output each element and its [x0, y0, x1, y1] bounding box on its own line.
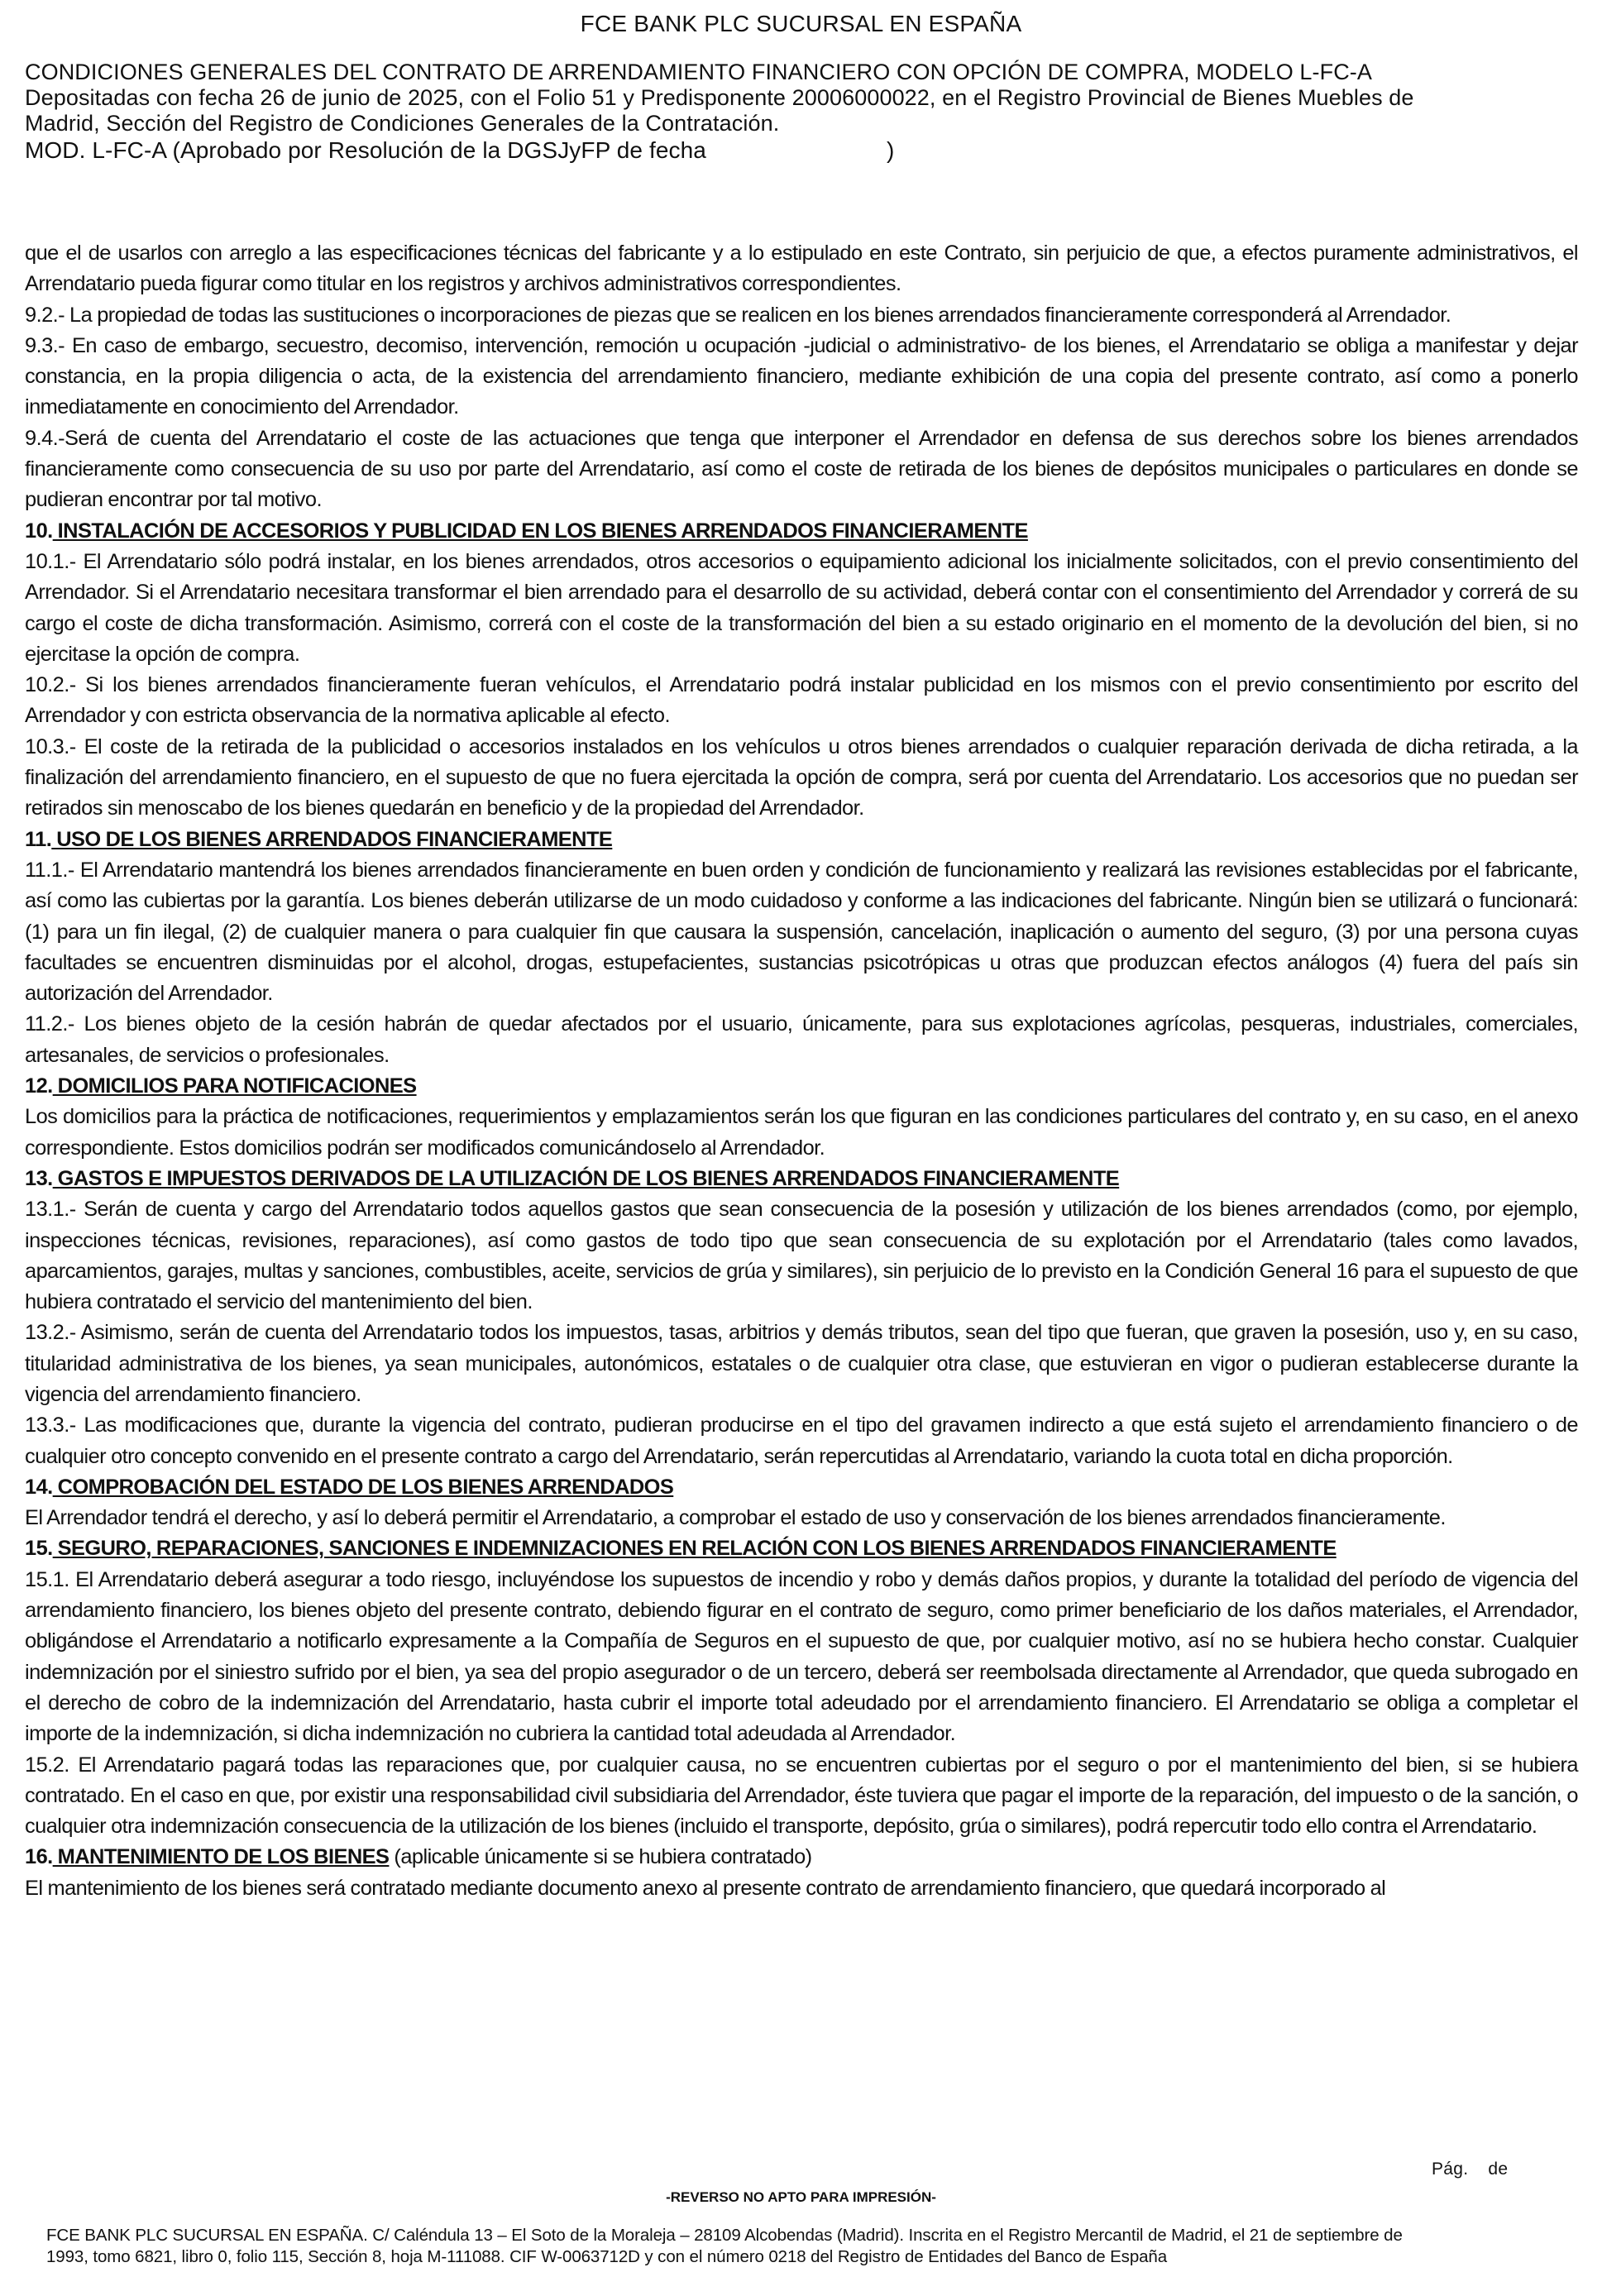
heading-14-title: COMPROBACIÓN DEL ESTADO DE LOS BIENES ARRENDADOS: [52, 1475, 674, 1499]
heading-16-number: 16.: [25, 1845, 53, 1869]
paragraph-15-1: 15.1. El Arrendatario deberá asegurar a todo riesgo, incluyéndose los supuestos de incendio y robo y demás daños propios, y durante la totalidad del período de vigencia del arrendamiento financiero, los bienes objeto del presente contrato, debiendo figurar en el contrato de seguro, como primer beneficiario de los daños materiales, el Arrendador, obligándose el Arrendatario a notificarlo expresamente a la Compañía de Seguros en el supuesto de que, por cualquier motivo, así no se hubiera hecho constar. Cualquier indemnización por el siniestro sufrido por el bien, ya sea del propio asegurador o de un tercero, deberá ser reembolsada directamente al Arrendador, que queda subrogado en el derecho de cobro de la indemnización del Arrendatario, hasta cubrir el importe total adeudado por el arrendamiento financiero. El Arrendatario se obliga a completar el importe de la indemnización, si dicha indemnización no cubriera la cantidad total adeudada al Arrendador.: [25, 1567, 1578, 1746]
heading-15-title: SEGURO, REPARACIONES, SANCIONES E INDEMNIZACIONES EN RELACIÓN CON LOS BIENES ARRENDADOS FINANCIERAMENTE: [52, 1537, 1337, 1561]
paragraph-14: El Arrendador tendrá el derecho, y así lo deberá permitir el Arrendatario, a comprobar el estado de uso y conservación de los bienes arrendados financieramente.: [25, 1506, 1446, 1530]
model-approval-prefix: MOD. L-FC-A (Aprobado por Resolución de la DGSJyFP de fecha: [25, 137, 706, 163]
heading-10: [25, 516, 1578, 547]
heading-16: [25, 1842, 1578, 1873]
heading-11-number: 11.: [25, 827, 52, 851]
heading-10-number: 10.: [25, 519, 53, 543]
heading-12-title: DOMICILIOS PARA NOTIFICACIONES: [52, 1074, 417, 1098]
page-of-label: de: [1488, 2160, 1509, 2179]
reverse-not-printable-notice: -REVERSO NO APTO PARA IMPRESIÓN-: [666, 2189, 936, 2205]
bank-title: FCE BANK PLC SUCURSAL EN ESPAÑA: [580, 11, 1022, 36]
paragraph-9-1-continued: que el de usarlos con arreglo a las especificaciones técnicas del fabricante y a lo estipulado en este Contrato, sin perjuicio de que, a efectos puramente administrativos, el Arrendatario pueda figurar como titular en los registros y archivos administrativos correspondientes.: [25, 242, 1578, 296]
deposit-line-2: Madrid, Sección del Registro de Condiciones Generales de la Contratación.: [25, 111, 780, 136]
heading-16-note: (aplicable únicamente si se hubiera contratado): [389, 1845, 812, 1869]
legal-footer: [46, 2225, 1568, 2268]
conditions-title: CONDICIONES GENERALES DEL CONTRATO DE ARRENDAMIENTO FINANCIERO CON OPCIÓN DE COMPRA, MODELO L-FC-A: [25, 60, 1373, 84]
paragraph-9-3: 9.3.- En caso de embargo, secuestro, decomiso, intervención, remoción u ocupación -judicial o administrativo- de los bienes, el Arrendatario se obliga a manifestar y dejar constancia, en la propia diligencia o acta, de la existencia del arrendamiento financiero, mediante exhibición de una copia del presente contrato, así como a ponerlo inmediatamente en conocimiento del Arrendador.: [25, 333, 1578, 419]
heading-13-title: GASTOS E IMPUESTOS DERIVADOS DE LA UTILIZACIÓN DE LOS BIENES ARRENDADOS FINANCIERAMENTE: [52, 1166, 1120, 1190]
footer-line-2: 1993, tomo 6821, libro 0, folio 115, Sección 8, hoja M-111088. CIF W-0063712D y con el número 0218 del Registro de Entidades del Banco de España: [46, 2247, 1168, 2266]
paragraph-13-3: 13.3.- Las modificaciones que, durante la vigencia del contrato, pudieran producirse en el tipo del gravamen indirecto a que está sujeto el arrendamiento financiero o de cualquier otro concepto convenido en el presente contrato a cargo del Arrendatario, serán repercutidas al Arrendatario, variando la cuota total en dicha proporción.: [25, 1413, 1578, 1468]
paragraph-9-4: 9.4.-Será de cuenta del Arrendatario el coste de las actuaciones que tenga que interponer el Arrendador en defensa de sus derechos sobre los bienes arrendados financieramente como consecuencia de su uso por parte del Arrendatario, así como el coste de retirada de los bienes de depósitos municipales o particulares en donde se pudieran encontrar por tal motivo.: [25, 426, 1578, 512]
heading-11-title: USO DE LOS BIENES ARRENDADOS FINANCIERAMENTE: [51, 827, 613, 851]
paragraph-9-2: 9.2.- La propiedad de todas las sustituciones o incorporaciones de piezas que se realicen en los bienes arrendados financieramente corresponderá al Arrendador.: [25, 303, 1451, 327]
heading-15-number: 15.: [25, 1537, 53, 1561]
paragraph-12: Los domicilios para la práctica de notificaciones, requerimientos y emplazamientos serán los que figuran en las condiciones particulares del contrato y, en su caso, en el anexo correspondiente. Estos domicilios podrán ser modificados comunicándoselo al Arrendador.: [25, 1105, 1578, 1160]
paragraph-10-2: 10.2.- Si los bienes arrendados financieramente fueran vehículos, el Arrendatario podrá instalar publicidad en los mismos con el previo consentimiento por escrito del Arrendador y con estricta observancia de la normativa aplicable al efecto.: [25, 673, 1578, 728]
paragraph-13-1: 13.1.- Serán de cuenta y cargo del Arrendatario todos aquellos gastos que sean consecuencia de la posesión y utilización de los bienes arrendados (como, por ejemplo, inspecciones técnicas, revisiones, reparaciones), así como gastos de todo tipo que sean consecuencia de su explotación por el Arrendatario (tales como lavados, aparcamientos, garajes, multas y sanciones, combustibles, aceite, servicios de grúa y similares), sin perjuicio de lo previsto en la Condición General 16 para el supuesto de que hubiera contratado el servicio del mantenimiento del bien.: [25, 1198, 1578, 1314]
heading-12: [25, 1071, 1578, 1102]
heading-14-number: 14.: [25, 1475, 53, 1499]
paragraph-11-1: 11.1.- El Arrendatario mantendrá los bienes arrendados financieramente en buen orden y condición de funcionamiento y realizará las revisiones establecidas por el fabricante, así como las cubiertas por la garantía. Los bienes deberán utilizarse de un modo cuidadoso y conforme a las indicaciones del fabricante. Ningún bien se utilizará o funcionará: (1) para un fin ilegal, (2) de cualquier manera o para cualquier fin que causara la suspensión, cancelación, inaplicación o aumento del seguro, (3) por una persona cuyas facultades se encuentren disminuidas por el alcohol, drogas, estupefacientes, sustancias psicotrópicas u otras que produzcan efectos análogos (4) fuera del país sin autorización del Arrendador.: [25, 858, 1578, 1006]
heading-14: [25, 1472, 1578, 1503]
paragraph-15-2: 15.2. El Arrendatario pagará todas las reparaciones que, por cualquier causa, no se encuentren cubiertas por el seguro o por el mantenimiento del bien, si se hubiera contratado. En el caso en que, por existir una responsabilidad civil subsidiaria del Arrendador, éste tuviera que pagar el importe de la reparación, del impuesto o de la sanción, o cualquier otra indemnización consecuencia de la utilización de los bienes (incluido el transporte, depósito, grúa o similares), podrá repercutir todo ello contra el Arrendatario.: [25, 1753, 1578, 1839]
heading-12-number: 12.: [25, 1074, 53, 1098]
contract-body: [25, 238, 1578, 1904]
paragraph-10-1: 10.1.- El Arrendatario sólo podrá instalar, en los bienes arrendados, otros accesorios o equipamiento adicional los inicialmente solicitados, con el previo consentimiento del Arrendador. Si el Arrendatario necesitara transformar el bien arrendado para el desarrollo de su actividad, deberá contar con el consentimiento del Arrendador y correrá de su cargo el coste de dicha transformación. Asimismo, correrá con el coste de la transformación del bien a su estado originario en el momento de la devolución del bien, si no ejercitase la opción de compra.: [25, 549, 1578, 666]
heading-16-title: MANTENIMIENTO DE LOS BIENES: [52, 1845, 390, 1869]
deposit-line-1: Depositadas con fecha 26 de junio de 2025, con el Folio 51 y Predisponente 20006000022, en el Registro Provincial de Bienes Muebles de: [25, 85, 1414, 110]
paragraph-13-2: 13.2.- Asimismo, serán de cuenta del Arrendatario todos los impuestos, tasas, arbitrios y demás tributos, sean del tipo que fueran, que graven la posesión, uso y, en su caso, titularidad administrativa de los bienes, ya sean municipales, autonómicos, estatales o de cualquier otra clase, que estuvieran en vigor o pudieran establecerse durante la vigencia del arrendamiento financiero.: [25, 1321, 1578, 1406]
heading-13: [25, 1164, 1578, 1194]
footer-line-1: FCE BANK PLC SUCURSAL EN ESPAÑA. C/ Caléndula 13 – El Soto de la Moraleja – 28109 Alcobendas (Madrid). Inscrita en el Registro Mercantil de Madrid, el 21 de septiembre de: [46, 2226, 1403, 2245]
paragraph-10-3: 10.3.- El coste de la retirada de la publicidad o accesorios instalados en los vehículos u otros bienes arrendados o cualquier reparación derivada de dicha retirada, a la finalización del arrendamiento financiero, en el supuesto de que no fuera ejercitada la opción de compra, será por cuenta del Arrendatario. Los accesorios que no puedan ser retirados sin menoscabo de los bienes quedarán en beneficio y de la propiedad del Arrendador.: [25, 734, 1578, 820]
paragraph-11-2: 11.2.- Los bienes objeto de la cesión habrán de quedar afectados por el usuario, únicamente, para sus explotaciones agrícolas, pesqueras, industriales, comerciales, artesanales, de servicios o profesionales.: [25, 1012, 1578, 1067]
model-approval-line: [25, 136, 1580, 165]
heading-11: [25, 825, 1578, 855]
heading-13-number: 13.: [25, 1166, 53, 1190]
heading-10-title: INSTALACIÓN DE ACCESORIOS Y PUBLICIDAD EN LOS BIENES ARRENDADOS FINANCIERAMENTE: [52, 519, 1028, 543]
page-number: [1432, 2160, 1508, 2179]
page-label: Pág.: [1432, 2160, 1469, 2179]
document-header: [25, 60, 1580, 165]
model-approval-suffix: ): [886, 137, 895, 163]
heading-15: [25, 1533, 1578, 1564]
paragraph-16: El mantenimiento de los bienes será contratado mediante documento anexo al presente contrato de arrendamiento financiero, que quedará incorporado al: [25, 1876, 1386, 1900]
